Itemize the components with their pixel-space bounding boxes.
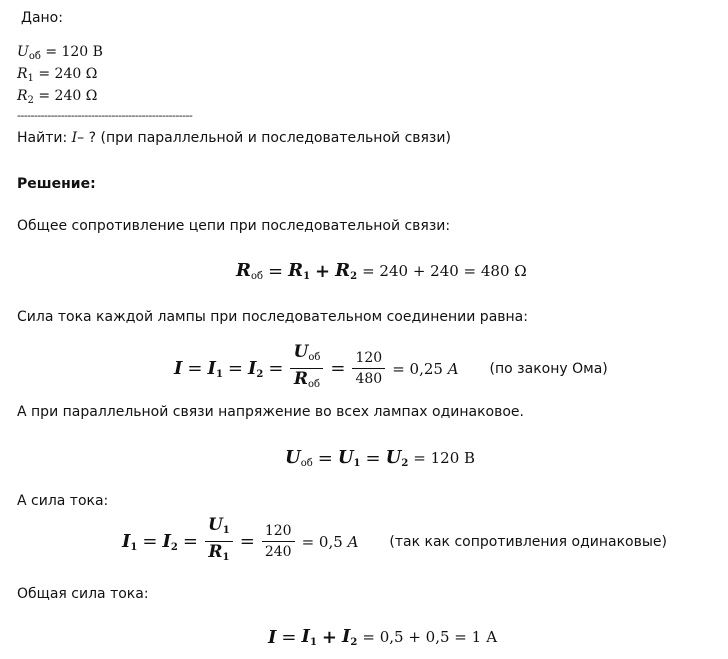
parallel-voltage-result: = 120 В [413,449,476,467]
i1-symbol: I [301,626,310,647]
i2-subscript: 2 [350,637,358,648]
u1-symbol: U [337,447,354,468]
u-symbol: U [17,44,29,60]
total-current-text: Общая сила тока: [17,586,149,602]
r1-symbol: R [17,66,28,82]
i1-symbol: I [122,530,131,552]
given-r1 [17,66,97,84]
u-value: = 120 В [45,44,103,60]
series-resistance-equation: $R_{об}$ = $R_1$ + $R_2$ = 240 + 240 = 480 Ω [236,260,527,282]
total-current-equation: I = $I_1$ + $I_2$ = 0,5 + 0,5 = 1 А [268,626,498,648]
value-fraction [262,521,295,562]
i2-subscript: 2 [256,368,264,380]
find-var: I [71,130,78,146]
frac-num-symbol: U [207,515,223,535]
i1-subscript: 1 [215,368,223,380]
frac-den-value: 480 [355,371,383,387]
find-line [17,130,451,146]
r2-symbol: R [17,88,28,104]
r1-subscript: 1 [303,271,311,282]
parallel-voltage-equation: $U_{об}$ = $U_1$ = $U_2$ = 120 В [285,447,476,469]
u2-symbol: U [385,447,402,468]
i-total-symbol: I [268,626,277,648]
given-r2 [17,88,97,106]
ohm-fraction [205,515,233,568]
r2-subscript: 2 [350,271,358,282]
frac-den-symbol: R [293,369,308,389]
frac-den-subscript: 1 [222,552,230,563]
series-current-result: = 0,25 [392,359,448,378]
parallel-current-unit: A [347,532,359,551]
parallel-current-equation: $I_1$ = $I_2$ = $\frac{U_1}{R_1}$ = $\frac{120}{240}$ = 0,5 A (так как сопротивления одинаковые) [122,515,667,568]
series-current-equation: I = $I_1$ = $I_2$ = $\frac{U_{об}}{R_{об}}$ = $\frac{120}{480}$ = 0,25 A (по закону Ома) [174,342,608,395]
r2-symbol: R [335,260,351,281]
series-resistance-text: Общее сопротивление цепи при последовательной связи: [17,218,451,234]
parallel-current-result: = 0,5 [301,532,348,551]
i2-symbol: I [342,626,351,647]
plus-sign: + [321,626,337,648]
total-current-result: = 0,5 + 0,5 = 1 А [362,628,498,646]
series-current-unit: A [447,359,459,378]
i2-symbol: I [162,530,171,552]
given-label: Дано: [21,10,63,26]
r2-subscript: 2 [27,95,34,106]
series-resistance-result: = 240 + 240 = 480 Ω [362,262,527,280]
series-current-text: Сила тока каждой лампы при последовательном соединении равна: [17,309,528,325]
frac-den-value: 240 [264,544,292,560]
r-total-symbol: R [236,260,251,281]
parallel-current-text: А сила тока: [17,493,109,509]
parallel-voltage-text: А при параллельной связи напряжение во всех лампах одинаковое. [17,404,524,420]
frac-num-subscript: об [308,352,321,363]
r1-subscript: 1 [27,73,34,84]
u1-subscript: 1 [353,458,361,469]
u2-subscript: 2 [401,458,409,469]
i2-subscript: 2 [170,541,178,553]
frac-num-symbol: U [293,342,309,362]
r1-value: = 240 Ω [38,66,98,82]
value-fraction [352,348,385,389]
find-suffix: – ? (при параллельной и последовательной связи) [77,130,451,146]
i1-subscript: 1 [309,637,317,648]
r1-symbol: R [288,260,304,281]
ohm-fraction [290,342,323,395]
frac-num-value: 120 [352,348,385,369]
given-separator: ---------------------------------------------------- [17,109,193,122]
i2-symbol: I [248,357,257,379]
series-current-note: (по закону Ома) [489,360,608,377]
u-total-symbol: U [285,447,301,468]
u-subscript: об [28,51,41,62]
solution-heading: Решение: [17,176,96,192]
frac-num-subscript: 1 [222,525,230,536]
frac-den-subscript: об [307,379,321,390]
find-prefix: Найти: [17,130,72,146]
u-total-subscript: об [300,458,313,469]
parallel-current-note: (так как сопротивления одинаковые) [389,533,667,550]
r-total-subscript: об [250,271,264,282]
plus-sign: + [315,260,331,282]
given-voltage [17,44,103,62]
i-symbol: I [174,358,183,379]
r2-value: = 240 Ω [38,88,98,104]
i1-subscript: 1 [130,541,138,553]
frac-den-symbol: R [208,542,223,562]
frac-num-value: 120 [262,521,295,542]
i1-symbol: I [207,357,216,379]
